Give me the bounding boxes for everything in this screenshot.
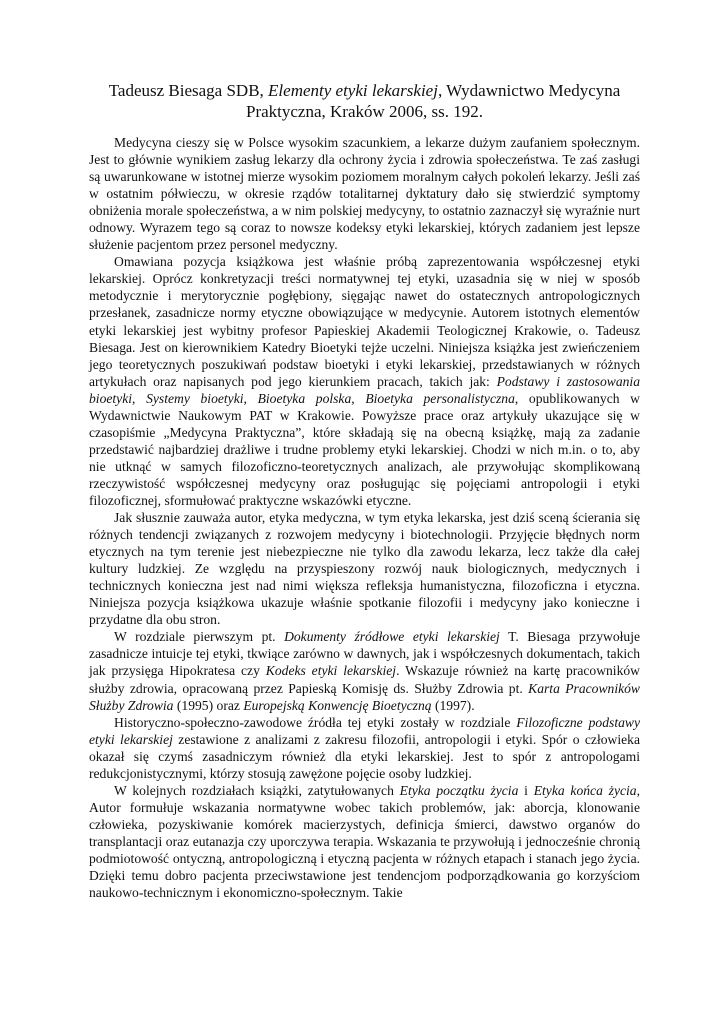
book-citation-heading — [89, 80, 640, 122]
review-paragraph — [89, 509, 640, 628]
text-run: Historyczno-społeczno-zawodowe źródła tej etyki zostały w rozdziale — [114, 714, 517, 730]
citation-title: Elementy etyki lekarskiej — [268, 81, 438, 100]
italic-title-run: Podstawy i zastosowania bioetyki — [89, 373, 640, 406]
text-run: (1995) oraz — [173, 697, 244, 713]
review-paragraph — [89, 253, 640, 509]
italic-title-run: Bioetyka personalistyczna — [365, 390, 515, 406]
text-run: , opublikowanych w Wydawnictwie Naukowym PAT w Krakowie. Powyższe prace oraz artykuły ukazujące się w czasopiśmie „Medycyna Praktyczna”, które składają się na obecną książkę, mają za zadanie przedstawić najbardziej drażliwe i trudne problemy etyki lekarskiej. Chodzi w nich m.in. o to, aby nie utknąć w samych filozoficzno-teoretycznych analizach, ale przywołując skomplikowaną rzeczywistość współczesnej medycyny oraz posługując się pojęciami antropologii i etyki filozoficznej, sformułować praktyczne wskazówki etyczne. — [89, 390, 641, 508]
italic-title-run: Kodeks etyki lekarskiej — [265, 663, 397, 679]
text-run: , — [351, 390, 366, 406]
italic-title-run: Etyka końca życia — [533, 782, 637, 798]
italic-title-run: Bioetyka polska — [257, 390, 352, 406]
review-paragraph — [89, 782, 640, 901]
review-paragraph — [89, 714, 640, 782]
review-body — [89, 134, 640, 901]
text-run: . Wskazuje również na kartę pracowników służby zdrowia, opracowaną przez Papieską Komisję ds. Służby Zdrowia pt. — [89, 663, 640, 696]
italic-title-run: Filozoficzne podstawy etyki lekarskiej — [89, 714, 640, 747]
citation-author: Tadeusz Biesaga SDB, — [108, 81, 269, 100]
text-run: zestawione z analizami z zakresu filozofii, antropologii i etyki. Spór o człowieka okazał się czymś zasadniczym również dla etyki lekarskiej. Jest to spór z antropologami redukcjonistycznymi, którzy stosują zawężone pojęcie osoby ludzkiej. — [89, 731, 640, 781]
text-run: , Autor formułuje wskazania normatywne wobec takich problemów, jak: aborcja, klonowanie człowieka, pozyskiwanie komórek macierzystych, definicja śmierci, dawstwo organów do transplantacji oraz eutanazja czy uporczywa terapia. Wskazania te przywołują i jednocześnie chronią podmiotowość ontyczną, antropologiczną i etyczną pacjenta w różnych etapach i stanach jego życia. Dzięki temu dobro pacjenta przeciwstawione jest tendencjom podporządkowania go korzyściom naukowo-technicznym i ekonomiczno-społecznym. Takie — [89, 782, 640, 901]
text-run: , — [243, 390, 258, 406]
text-run: , — [132, 390, 147, 406]
review-paragraph — [89, 134, 640, 253]
text-run: i — [518, 782, 534, 798]
text-run: Medycyna cieszy się w Polsce wysokim szacunkiem, a lekarze dużym zaufaniem społecznym. Jest to głównie wynikiem zasług lekarzy dla ochrony życia i zdrowia społeczeństwa. Te zaś zasługi są uwarunkowane w istotnej mierze wysokim poziomem moralnym całych pokoleń lekarzy. Jeśli zaś w ostatnim półwieczu, w okresie rządów totalitarnej dyktatury dało się stwierdzić symptomy obniżenia morale społeczeństwa, a w nim polskiej medycyny, to ostatnio zaznaczył się wyraźnie nurt odnowy. Wyrazem tego są coraz to nowsze kodeksy etyki lekarskiej, których zadaniem jest lepsze służenie pacjentom przez personel medyczny. — [89, 135, 640, 253]
italic-title-run: Europejską Konwencję Bioetyczną — [243, 697, 432, 713]
text-run: (1997). — [431, 697, 475, 713]
italic-title-run: Systemy bioetyki — [146, 390, 244, 406]
citation-publication: , Wydawnictwo Medycyna Praktyczna, Kraków 2006, ss. 192. — [245, 81, 621, 121]
review-page — [89, 80, 640, 901]
text-run: T. Biesaga przywołuje zasadnicze intuicje tej etyki, tkwiące zarówno w dawnych, jak i współczesnych dokumentach, takich jak przysięga Hipokratesa czy — [89, 629, 641, 679]
text-run: Jak słusznie zauważa autor, etyka medyczna, w tym etyka lekarska, jest dziś sceną ścierania się różnych tendencji związanych z rozwojem medycyny i biotechnologii. Przyjęcie błędnych norm etycznych na tym terenie jest niebezpieczne nie tylko dla zawodu lekarza, lecz także dla całej kultury ludzkiej. Ze względu na przyspieszony rozwój nauk biologicznych, medycznych i technicznych konieczna jest nad nimi większa refleksja humanistyczna, filozoficzna i etyczna. Niniejsza pozycja książkowa ukazuje właśnie spotkanie filozofii i medycyny jako konieczne i przydatne dla obu stron. — [89, 510, 640, 628]
text-run: W kolejnych rozdziałach książki, zatytułowanych — [114, 782, 400, 798]
italic-title-run: Karta Pracowników Służby Zdrowia — [89, 680, 640, 713]
text-run: Omawiana pozycja książkowa jest właśnie próbą zaprezentowania współczesnej etyki lekarskiej. Oprócz konkretyzacji treści normatywnej tej etyki, uzasadnia się w niej w sposób metodycznie i merytorycznie pogłębiony, sięgając nawet do ostatecznych antropologicznych przesłanek, zasadnicze normy etyczne obowiązujące w medycynie. Autorem istotnych elementów etyki lekarskiej jest wybitny profesor Papieskiej Akademii Teologicznej Krakowie, o. Tadeusz Biesaga. Jest on kierownikiem Katedry Bioetyki tejże uczelni. Niniejsza książka jest zwieńczeniem jego teoretycznych poszukiwań podstaw bioetyki i etyki lekarskiej, przedstawianych w różnych artykułach oraz napisanych pod jego kierunkiem pracach, takich jak: — [89, 254, 640, 389]
text-run: W rozdziale pierwszym pt. — [114, 629, 285, 645]
review-paragraph — [89, 628, 640, 713]
italic-title-run: Etyka początku życia — [399, 782, 519, 798]
italic-title-run: Dokumenty źródłowe etyki lekarskiej — [284, 629, 500, 645]
